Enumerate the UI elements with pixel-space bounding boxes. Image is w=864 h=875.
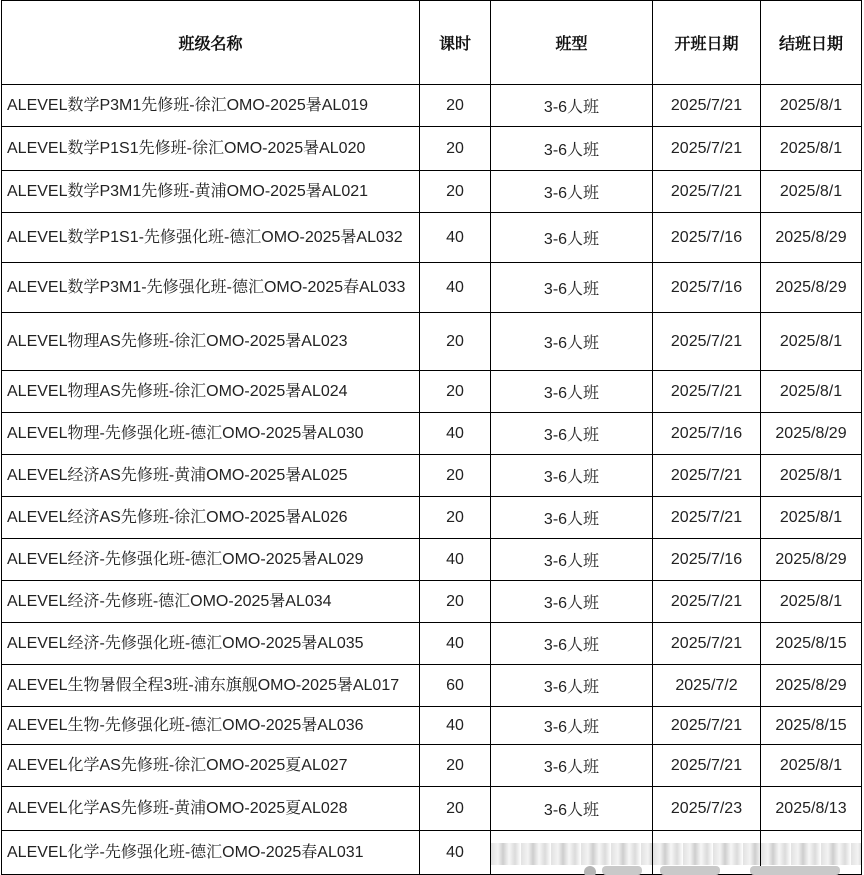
table-row xyxy=(2,665,862,707)
cell-start-date: 2025/7/21 xyxy=(653,85,761,127)
cell-end-date: 2025/8/1 xyxy=(761,171,862,213)
cell-start-date: 2025/7/16 xyxy=(653,413,761,455)
cell-class-name: ALEVEL化学AS先修班-黄浦OMO-2025夏AL028 xyxy=(2,787,420,831)
cell-hours: 40 xyxy=(420,707,491,745)
cell-hours: 40 xyxy=(420,413,491,455)
cell-hours: 20 xyxy=(420,85,491,127)
header-class-name: 班级名称 xyxy=(2,1,420,85)
cell-class-name: ALEVEL化学-先修强化班-德汇OMO-2025春AL031 xyxy=(2,831,420,875)
cell-class-name: ALEVEL数学P1S1-先修强化班-德汇OMO-2025暑AL032 xyxy=(2,213,420,263)
cell-class-name: ALEVEL物理AS先修班-徐汇OMO-2025暑AL023 xyxy=(2,313,420,371)
cell-class-name: ALEVEL化学AS先修班-徐汇OMO-2025夏AL027 xyxy=(2,745,420,787)
table-row xyxy=(2,581,862,623)
table-row xyxy=(2,707,862,745)
header-hours: 课时 xyxy=(420,1,491,85)
cell-class-name: ALEVEL生物暑假全程3班-浦东旗舰OMO-2025暑AL017 xyxy=(2,665,420,707)
cell-class-type: 3-6人班 xyxy=(491,745,653,787)
table-row xyxy=(2,539,862,581)
cell-start-date: 2025/7/2 xyxy=(653,665,761,707)
watermark-blur xyxy=(602,866,642,875)
cell-end-date: 2025/8/1 xyxy=(761,371,862,413)
cell-class-type: 3-6人班 xyxy=(491,313,653,371)
cell-class-type: 3-6人班 xyxy=(491,171,653,213)
cell-class-type: 3-6人班 xyxy=(491,497,653,539)
cell-hours: 20 xyxy=(420,313,491,371)
table-row xyxy=(2,413,862,455)
cell-hours: 20 xyxy=(420,127,491,171)
cell-hours: 60 xyxy=(420,665,491,707)
cell-class-type: 3-6人班 xyxy=(491,85,653,127)
table-row xyxy=(2,263,862,313)
table-row xyxy=(2,497,862,539)
cell-end-date: 2025/8/29 xyxy=(761,263,862,313)
cell-hours: 20 xyxy=(420,745,491,787)
cell-class-name: ALEVEL经济-先修强化班-德汇OMO-2025暑AL035 xyxy=(2,623,420,665)
table-row xyxy=(2,213,862,263)
cell-class-type: 3-6人班 xyxy=(491,581,653,623)
cell-hours: 40 xyxy=(420,623,491,665)
watermark-blur xyxy=(750,866,840,875)
cell-end-date: 2025/8/29 xyxy=(761,413,862,455)
table-row xyxy=(2,127,862,171)
table-row xyxy=(2,455,862,497)
cell-start-date: 2025/7/16 xyxy=(653,539,761,581)
class-schedule-table xyxy=(1,0,862,875)
cell-start-date: 2025/7/16 xyxy=(653,263,761,313)
cell-class-name: ALEVEL数学P3M1-先修强化班-德汇OMO-2025春AL033 xyxy=(2,263,420,313)
cell-class-type: 3-6人班 xyxy=(491,665,653,707)
cell-end-date: 2025/8/1 xyxy=(761,85,862,127)
cell-start-date: 2025/7/21 xyxy=(653,497,761,539)
table-header-row xyxy=(2,1,862,85)
cell-class-type: 3-6人班 xyxy=(491,263,653,313)
cell-hours: 20 xyxy=(420,171,491,213)
cell-start-date: 2025/7/21 xyxy=(653,171,761,213)
cell-class-type: 3-6人班 xyxy=(491,371,653,413)
table-row xyxy=(2,171,862,213)
table-row xyxy=(2,313,862,371)
cell-start-date: 2025/7/21 xyxy=(653,745,761,787)
cell-class-name: ALEVEL经济AS先修班-黄浦OMO-2025暑AL025 xyxy=(2,455,420,497)
cell-class-type: 3-6人班 xyxy=(491,413,653,455)
watermark xyxy=(490,862,864,875)
header-start-date: 开班日期 xyxy=(653,1,761,85)
cell-start-date: 2025/7/23 xyxy=(653,787,761,831)
cell-end-date: 2025/8/13 xyxy=(761,787,862,831)
cell-start-date: 2025/7/21 xyxy=(653,455,761,497)
cell-hours: 40 xyxy=(420,831,491,875)
cell-class-type: 3-6人班 xyxy=(491,623,653,665)
cell-start-date: 2025/7/16 xyxy=(653,213,761,263)
cell-hours: 20 xyxy=(420,497,491,539)
cell-end-date: 2025/8/29 xyxy=(761,539,862,581)
cell-class-name: ALEVEL经济-先修强化班-德汇OMO-2025暑AL029 xyxy=(2,539,420,581)
table-row xyxy=(2,85,862,127)
cell-hours: 40 xyxy=(420,263,491,313)
table-row xyxy=(2,745,862,787)
cell-end-date: 2025/8/1 xyxy=(761,313,862,371)
table-row xyxy=(2,623,862,665)
cell-class-name: ALEVEL数学P3M1先修班-徐汇OMO-2025暑AL019 xyxy=(2,85,420,127)
table-row xyxy=(2,787,862,831)
cell-class-type: 3-6人班 xyxy=(491,539,653,581)
cell-class-name: ALEVEL数学P1S1先修班-徐汇OMO-2025暑AL020 xyxy=(2,127,420,171)
cell-start-date: 2025/7/21 xyxy=(653,127,761,171)
cell-end-date: 2025/8/29 xyxy=(761,213,862,263)
cell-end-date: 2025/8/1 xyxy=(761,497,862,539)
cell-hours: 20 xyxy=(420,787,491,831)
cell-class-type: 3-6人班 xyxy=(491,455,653,497)
header-end-date: 结班日期 xyxy=(761,1,862,85)
cell-end-date: 2025/8/1 xyxy=(761,127,862,171)
cell-end-date: 2025/8/1 xyxy=(761,745,862,787)
cell-start-date: 2025/7/21 xyxy=(653,581,761,623)
cell-class-name: ALEVEL生物-先修强化班-德汇OMO-2025暑AL036 xyxy=(2,707,420,745)
cell-end-date: 2025/8/15 xyxy=(761,707,862,745)
cell-class-name: ALEVEL物理-先修强化班-德汇OMO-2025暑AL030 xyxy=(2,413,420,455)
cell-class-name: ALEVEL数学P3M1先修班-黄浦OMO-2025暑AL021 xyxy=(2,171,420,213)
cell-start-date: 2025/7/21 xyxy=(653,371,761,413)
cell-end-date: 2025/8/29 xyxy=(761,665,862,707)
cell-class-name: ALEVEL物理AS先修班-徐汇OMO-2025暑AL024 xyxy=(2,371,420,413)
cell-hours: 40 xyxy=(420,213,491,263)
table-body xyxy=(2,85,862,875)
cell-start-date: 2025/7/21 xyxy=(653,707,761,745)
cell-end-date: 2025/8/1 xyxy=(761,455,862,497)
cell-class-type: 3-6人班 xyxy=(491,213,653,263)
watermark-logo-icon xyxy=(584,866,596,875)
cell-start-date: 2025/7/21 xyxy=(653,313,761,371)
cell-class-type: 3-6人班 xyxy=(491,127,653,171)
cell-class-type: 3-6人班 xyxy=(491,787,653,831)
cell-hours: 40 xyxy=(420,539,491,581)
cell-class-name: ALEVEL经济-先修班-德汇OMO-2025暑AL034 xyxy=(2,581,420,623)
cell-end-date: 2025/8/15 xyxy=(761,623,862,665)
cell-class-name: ALEVEL经济AS先修班-徐汇OMO-2025暑AL026 xyxy=(2,497,420,539)
cell-class-type: 3-6人班 xyxy=(491,707,653,745)
table-row xyxy=(2,371,862,413)
cell-hours: 20 xyxy=(420,371,491,413)
cell-hours: 20 xyxy=(420,581,491,623)
cell-end-date: 2025/8/1 xyxy=(761,581,862,623)
cell-start-date: 2025/7/21 xyxy=(653,623,761,665)
cell-hours: 20 xyxy=(420,455,491,497)
header-class-type: 班型 xyxy=(491,1,653,85)
watermark-blur xyxy=(660,866,720,875)
